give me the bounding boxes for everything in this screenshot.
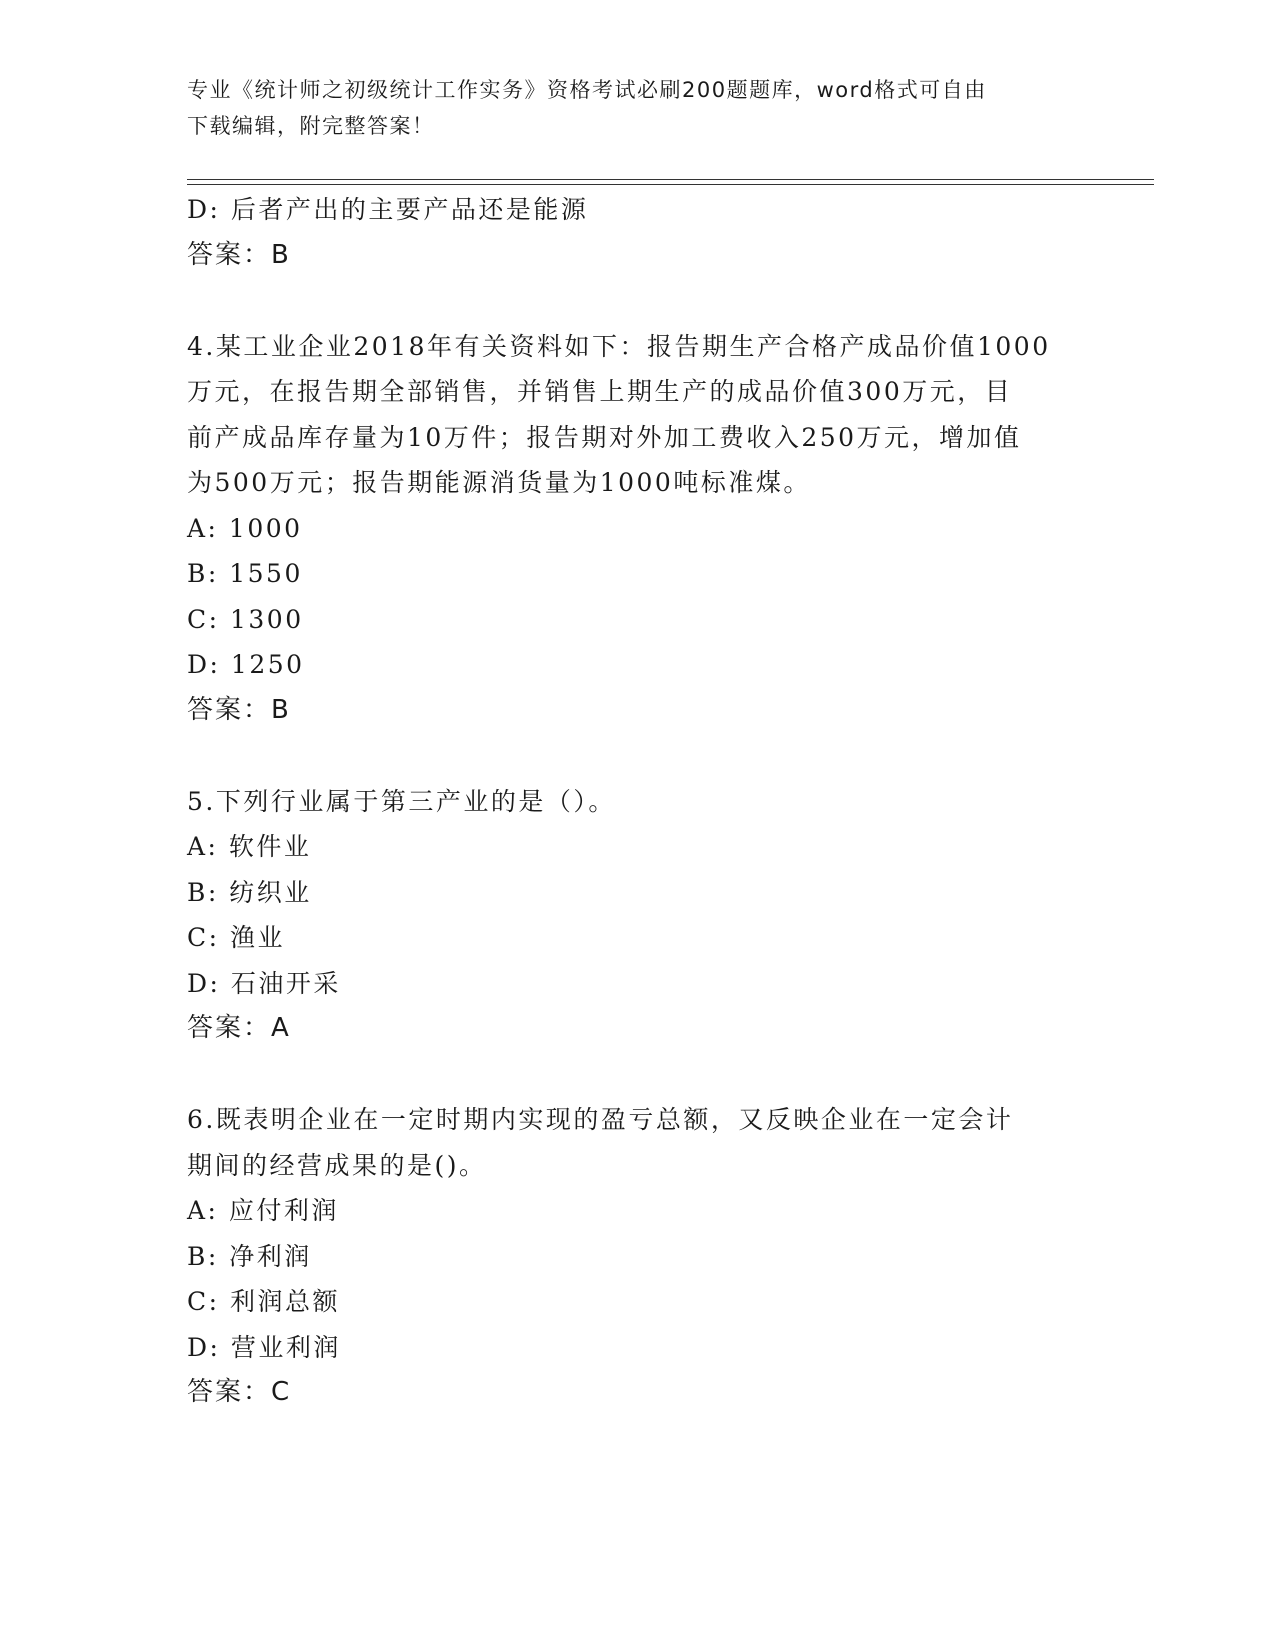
question-text-line: 4.某工业企业2018年有关资料如下：报告期生产合格产成品价值1000 bbox=[187, 331, 1051, 361]
header-line-1: 专业《统计师之初级统计工作实务》资格考试必刷200题题库，word格式可自由 bbox=[187, 78, 987, 102]
answer-line: 答案：B bbox=[187, 239, 291, 270]
option-d: D: 后者产出的主要产品还是能源 bbox=[187, 195, 589, 224]
question-6 bbox=[187, 1097, 1087, 1416]
option-b: B: 净利润 bbox=[187, 1241, 312, 1271]
option-d: D: 1250 bbox=[187, 650, 305, 679]
question-4 bbox=[187, 324, 1087, 734]
question-text bbox=[187, 1097, 1087, 1188]
question-text-line: 万元，在报告期全部销售，并销售上期生产的成品价值300万元，目 bbox=[187, 377, 1013, 406]
answer-line: 答案：C bbox=[187, 1377, 292, 1407]
question-text bbox=[187, 324, 1087, 506]
header-line-2: 下载编辑，附完整答案！ bbox=[187, 114, 435, 138]
answer-line: 答案：B bbox=[187, 694, 291, 725]
option-d: D: 石油开采 bbox=[187, 968, 341, 998]
option-a: A: 应付利润 bbox=[187, 1196, 339, 1225]
header-divider bbox=[187, 179, 1154, 185]
option-c: C: 渔业 bbox=[187, 923, 285, 952]
option-c: C: 1300 bbox=[187, 604, 304, 634]
question-text-line: 6.既表明企业在一定时期内实现的盈亏总额，又反映企业在一定会计 bbox=[187, 1105, 1014, 1134]
question-text-line: 前产成品库存量为10万件；报告期对外加工费收入250万元，增加值 bbox=[187, 422, 1022, 452]
option-d: D: 营业利润 bbox=[187, 1332, 341, 1362]
option-b: B: 1550 bbox=[187, 559, 303, 588]
option-a: A: 1000 bbox=[187, 513, 303, 543]
question-text bbox=[187, 779, 1087, 825]
answer-line: 答案：A bbox=[187, 1013, 291, 1043]
option-a: A: 软件业 bbox=[187, 832, 312, 861]
question-text-line: 5.下列行业属于第三产业的是（）。 bbox=[187, 786, 616, 816]
question-text-line: 期间的经营成果的是()。 bbox=[187, 1150, 487, 1180]
option-c: C: 利润总额 bbox=[187, 1287, 340, 1316]
question-5 bbox=[187, 779, 1087, 1052]
question-text-line: 为500万元；报告期能源消货量为1000吨标准煤。 bbox=[187, 468, 811, 497]
option-b: B: 纺织业 bbox=[187, 877, 312, 907]
page-header bbox=[187, 72, 1087, 144]
question-content bbox=[187, 187, 1087, 1416]
